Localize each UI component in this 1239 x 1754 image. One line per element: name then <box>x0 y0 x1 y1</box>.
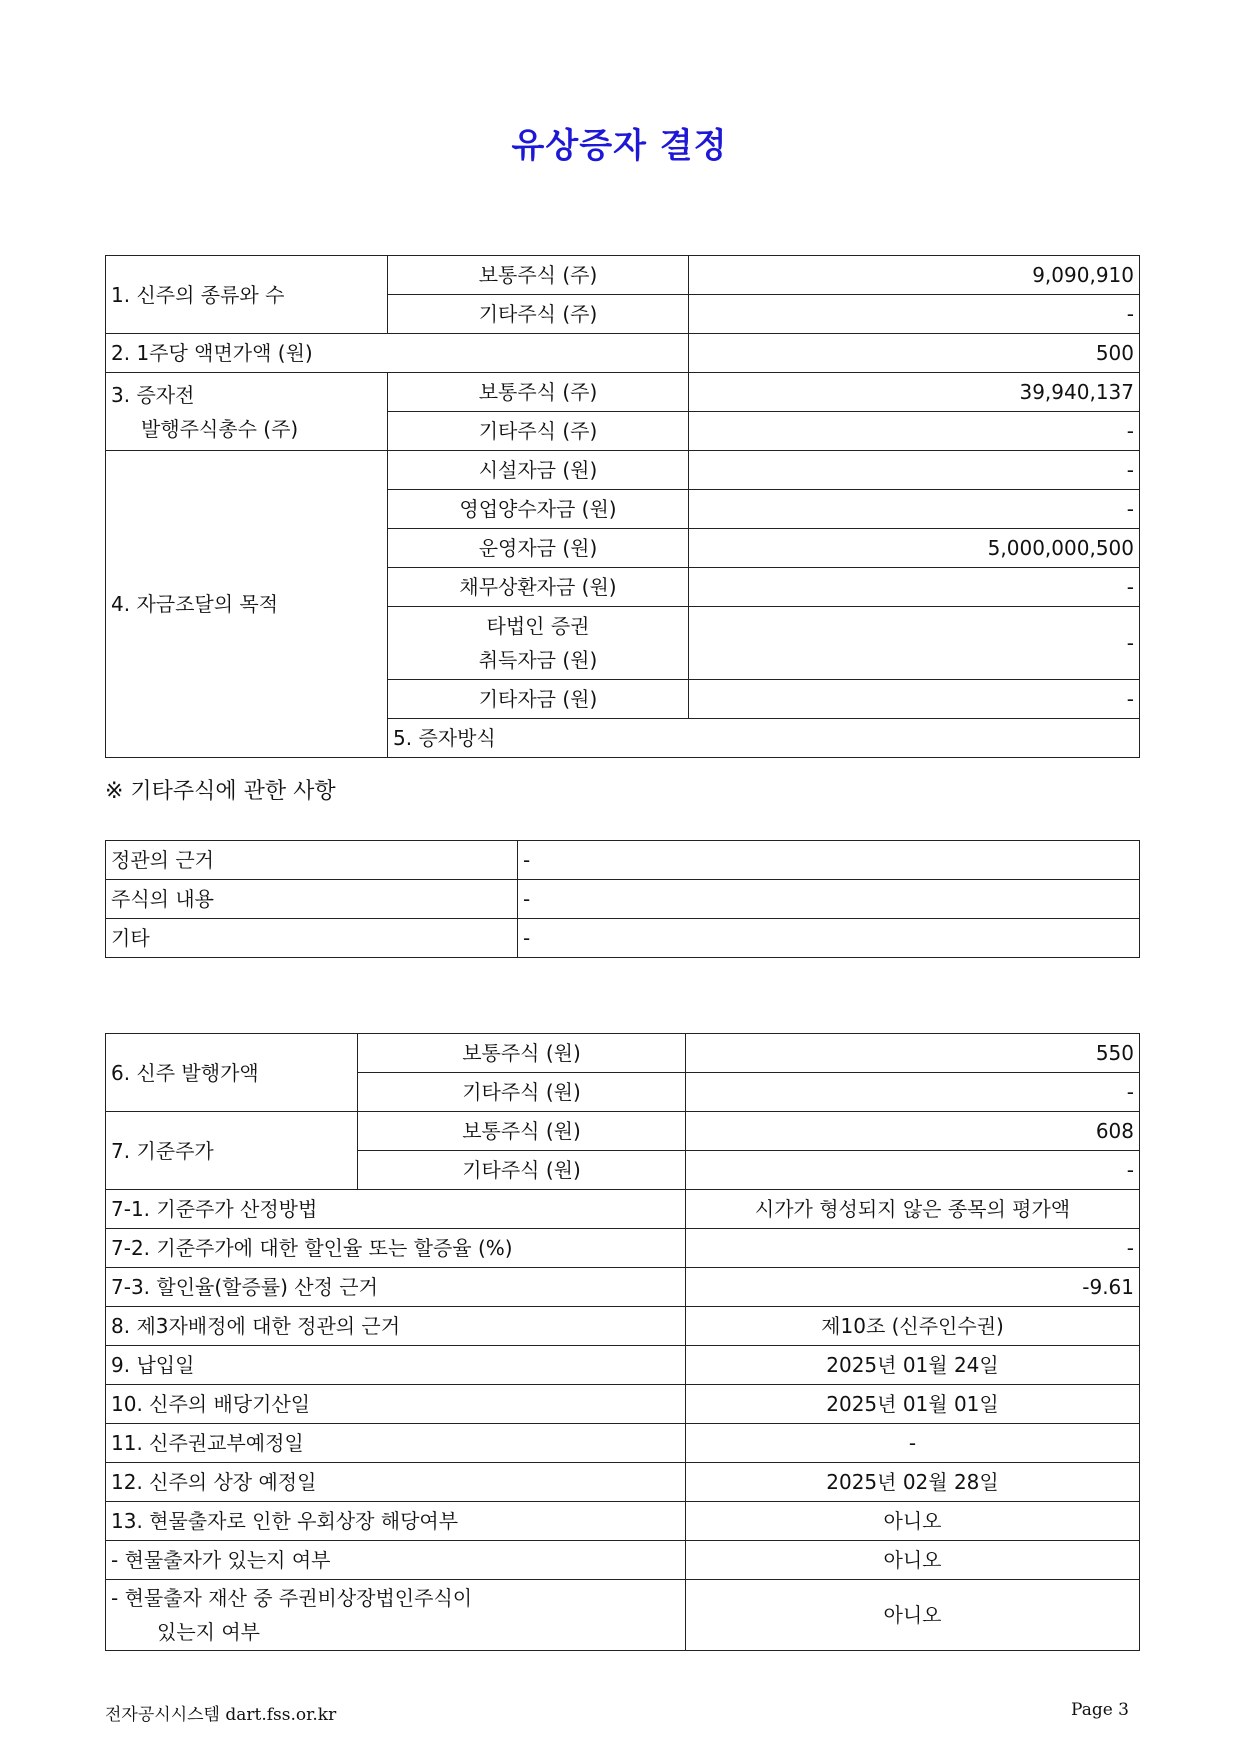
row-label-line: - 현물출자 재산 중 주권비상장법인주식이 <box>111 1586 473 1610</box>
cell-value: 5,000,000,500 <box>689 529 1140 568</box>
cell-value: 아니오 <box>686 1541 1140 1580</box>
row-label-line: 있는지 여부 <box>157 1620 260 1644</box>
cell-value: 2025년 01월 01일 <box>686 1385 1140 1424</box>
sub-label: 기타주식 (주) <box>388 295 689 334</box>
row-label: 13. 현물출자로 인한 우회상장 해당여부 <box>106 1502 686 1541</box>
cell-value: - <box>518 880 1140 919</box>
footer-source: 전자공시시스템 dart.fss.or.kr <box>105 1705 337 1725</box>
page-number: Page 3 <box>1071 1700 1129 1720</box>
issue-price-table <box>105 1033 1140 1651</box>
cell-value: - <box>518 841 1140 880</box>
sub-label: 기타자금 (원) <box>388 680 689 719</box>
cell-value: -9.61 <box>686 1268 1140 1307</box>
sub-label: 운영자금 (원) <box>388 529 689 568</box>
sub-label: 보통주식 (원) <box>358 1112 686 1151</box>
row-label: 9. 납입일 <box>106 1346 686 1385</box>
row-label-line: 3. 증자전 <box>111 382 195 407</box>
sub-label: 기타주식 (원) <box>358 1151 686 1190</box>
cell-value: - <box>686 1229 1140 1268</box>
cell-value: - <box>689 490 1140 529</box>
row-label-line: 발행주식총수 (주) <box>141 416 299 441</box>
cell-value: - <box>689 568 1140 607</box>
cell-value: - <box>686 1073 1140 1112</box>
issuance-summary-table <box>105 255 1140 758</box>
sub-label: 채무상환자금 (원) <box>388 568 689 607</box>
row-label: 10. 신주의 배당기산일 <box>106 1385 686 1424</box>
cell-value: - <box>689 295 1140 334</box>
row-label: 4. 자금조달의 목적 <box>106 451 388 758</box>
cell-value: - <box>686 1424 1140 1463</box>
other-shares-note: ※ 기타주식에 관한 사항 <box>105 779 336 804</box>
cell-value: - <box>689 412 1140 451</box>
cell-value: 550 <box>686 1034 1140 1073</box>
cell-value: - <box>518 919 1140 958</box>
sub-label-line: 취득자금 (원) <box>478 648 598 672</box>
cell-value: 2025년 02월 28일 <box>686 1463 1140 1502</box>
row-label: 11. 신주권교부예정일 <box>106 1424 686 1463</box>
cell-value: - <box>689 451 1140 490</box>
row-label: 7. 기준주가 <box>106 1112 358 1190</box>
sub-label: 기타주식 (원) <box>358 1073 686 1112</box>
cell-value: - <box>689 607 1140 680</box>
cell-value: - <box>689 680 1140 719</box>
row-label: 12. 신주의 상장 예정일 <box>106 1463 686 1502</box>
row-label: 정관의 근거 <box>106 841 518 880</box>
page-title: 유상증자 결정 <box>511 126 728 166</box>
sub-label: 보통주식 (원) <box>358 1034 686 1073</box>
row-label: 7-3. 할인율(할증률) 산정 근거 <box>106 1268 686 1307</box>
sub-label: 영업양수자금 (원) <box>388 490 689 529</box>
sub-label: 보통주식 (주) <box>388 256 689 295</box>
row-label <box>106 1580 686 1651</box>
sub-label: 시설자금 (원) <box>388 451 689 490</box>
row-label: 1. 신주의 종류와 수 <box>106 256 388 334</box>
row-label <box>106 373 388 451</box>
row-label: 7-2. 기준주가에 대한 할인율 또는 할증율 (%) <box>106 1229 686 1268</box>
cell-value: 시가가 형성되지 않은 종목의 평가액 <box>686 1190 1140 1229</box>
row-label: 주식의 내용 <box>106 880 518 919</box>
row-label: 7-1. 기준주가 산정방법 <box>106 1190 686 1229</box>
sub-label-line: 타법인 증권 <box>486 614 590 638</box>
cell-value: 2025년 01월 24일 <box>686 1346 1140 1385</box>
other-shares-table <box>105 840 1140 958</box>
sub-label: 보통주식 (주) <box>388 373 689 412</box>
cell-value: 아니오 <box>686 1502 1140 1541</box>
row-label: 기타 <box>106 919 518 958</box>
row-label: 6. 신주 발행가액 <box>106 1034 358 1112</box>
row-label: - 현물출자가 있는지 여부 <box>106 1541 686 1580</box>
sub-label <box>388 607 689 680</box>
cell-value: 608 <box>686 1112 1140 1151</box>
row-label: 2. 1주당 액면가액 (원) <box>106 334 689 373</box>
cell-value: - <box>686 1151 1140 1190</box>
cell-value: 39,940,137 <box>689 373 1140 412</box>
cell-value: 9,090,910 <box>689 256 1140 295</box>
cell-value: 500 <box>689 334 1140 373</box>
cell-value: 아니오 <box>686 1580 1140 1651</box>
cell-value: 제10조 (신주인수권) <box>686 1307 1140 1346</box>
sub-label: 기타주식 (주) <box>388 412 689 451</box>
row-label: 8. 제3자배정에 대한 정관의 근거 <box>106 1307 686 1346</box>
row-label: 5. 증자방식 <box>388 719 1140 758</box>
